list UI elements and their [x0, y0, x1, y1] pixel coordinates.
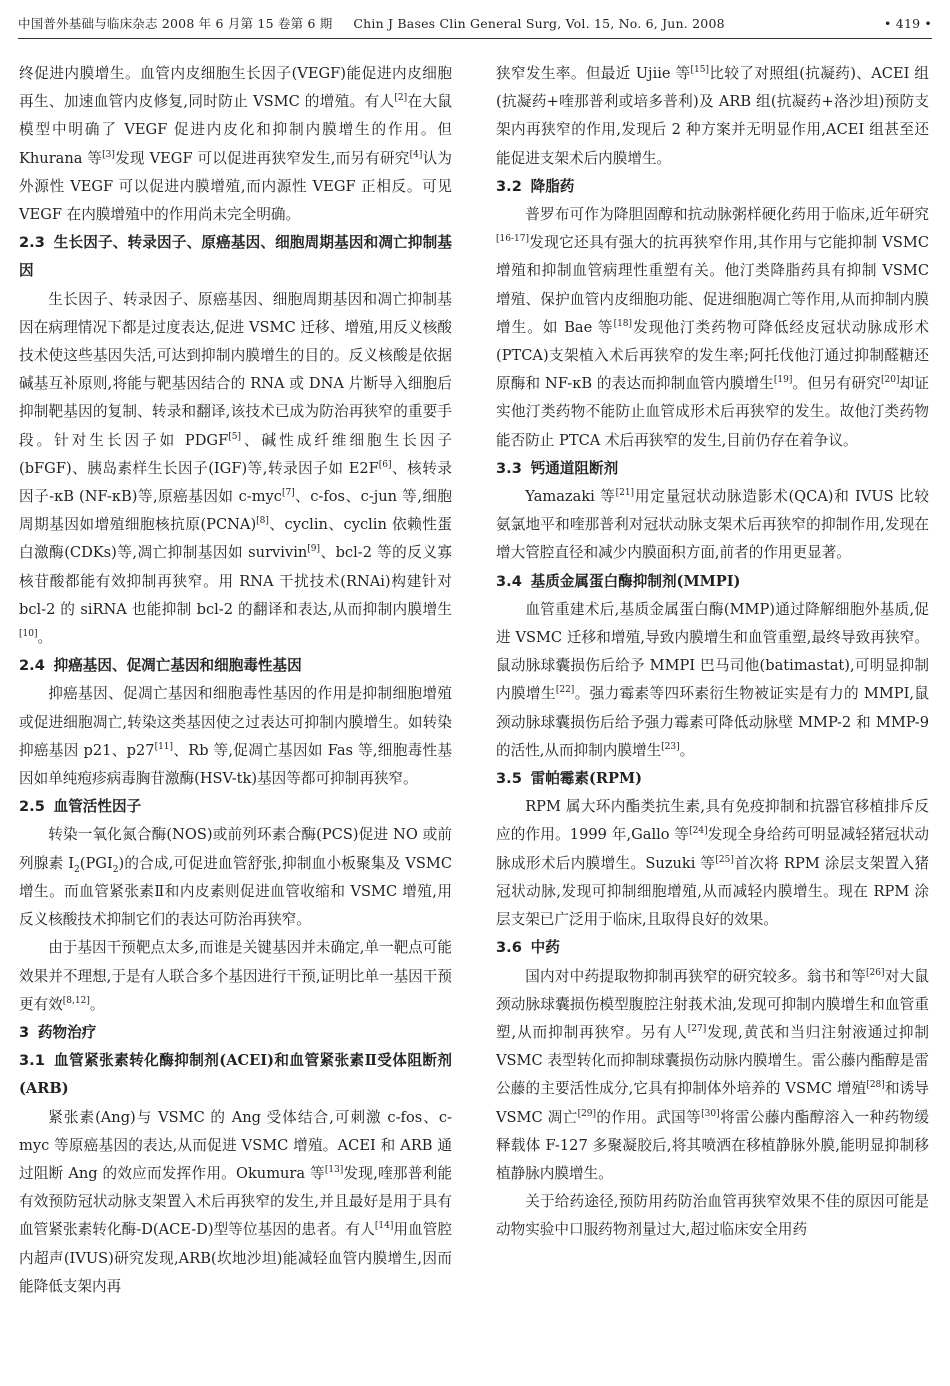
citation-ref: [7]: [281, 488, 295, 499]
section-title: 抑癌基因、促凋亡基因和细胞毒性基因: [53, 657, 302, 675]
section-heading: [496, 765, 929, 793]
citation-ref: [8,12]: [62, 995, 90, 1006]
section-heading: [496, 455, 929, 483]
section-heading: [19, 1019, 452, 1047]
body-paragraph: Yamazaki 等[21]用定量冠状动脉造影术(QCA)和 IVUS 比较氨氯地平和喹那普利对冠状动脉支架术后再狭窄的抑制作用,发现在增大管腔直径和减少内膜面积方面,前者的作用更显著。: [496, 488, 929, 562]
citation-ref: [22]: [555, 685, 575, 696]
citation-ref: [24]: [689, 826, 708, 837]
section-number: 3.5: [496, 770, 522, 788]
citation-ref: [19]: [773, 375, 793, 386]
body-paragraph: 紧张素(Ang)与 VSMC 的 Ang 受体结合,可刺激 c-fos、c-myc 等原癌基因的表达,从而促进 VSMC 增殖。ACEI 和 ARB 通过阻断 Ang 的效应而发挥作用。Okumura 等[13]发现,喹那普利能有效预防冠状动脉支架置入术后再狭窄的发生,并且最好是用于具有血管紧张素转化酶-D(ACE-D)型等位基因的患者。有人[14]用血管腔内超声(IVUS)研究发现,ARB(坎地沙坦)能减轻血管内膜增生,因而能降低支架内再: [19, 1108, 452, 1295]
journal-citation: [18, 14, 725, 32]
body-paragraph: 狭窄发生率。但最近 Ujiie 等[15]比较了对照组(抗凝药)、ACEI 组(抗凝药+喹那普利或培多普利)及 ARB 组(抗凝药+洛沙坦)预防支架内再狭窄的作用,发现后 2 种方案并无明显作用,ACEI 组甚至还能促进支架术后内膜增生。: [496, 65, 929, 167]
citation-ref: [4]: [409, 149, 423, 160]
section-number: 2.5: [19, 798, 45, 816]
citation-ref: [6]: [378, 459, 392, 470]
header-rule: [18, 38, 932, 39]
citation-ref: [16-17]: [496, 234, 529, 245]
journal-title-en: Chin J Bases Clin General Surg, Vol. 15, No. 6, Jun. 2008: [353, 16, 725, 31]
citation-ref: [2]: [394, 93, 408, 104]
citation-ref: [8]: [256, 516, 269, 527]
citation-ref: [5]: [228, 431, 241, 442]
citation-ref: [27]: [687, 1023, 707, 1034]
citation-ref: [15]: [690, 65, 710, 75]
body-paragraph: 普罗布可作为降胆固醇和抗动脉粥样硬化药用于临床,近年研究[16-17]发现它还具有强大的抗再狭窄作用,其作用与它能抑制 VSMC 增殖和抑制血管病理性重塑有关。他汀类降脂药具有抑制 VSMC 增殖、保护血管内皮细胞功能、促进细胞凋亡等作用,从而抑制内膜增生。如 Bae 等[18]发现他汀类药物可降低经皮冠状动脉成形术(PTCA)支架植入术后再狭窄的发生率;阿托伐他汀通过抑制醛糖还原酶和 NF-κB 的表达而抑制血管内膜增生[19]。但另有研究[20]却证实他汀类药物不能防止血管成形术后再狭窄的发生。故他汀类药物能否防止 PTCA 术后再狭窄的发生,目前仍存在着争议。: [496, 206, 929, 449]
section-title: 基质金属蛋白酶抑制剂(MMPI): [530, 572, 741, 590]
section-title: 生长因子、转录因子、原癌基因、细胞周期基因和凋亡抑制基因: [19, 234, 452, 280]
page-number: • 419 •: [884, 15, 932, 31]
body-paragraph: 血管重建术后,基质金属蛋白酶(MMP)通过降解细胞外基质,促进 VSMC 迁移和增殖,导致内膜增生和血管重塑,最终导致再狭窄。鼠动脉球囊损伤后给予 MMPI 巴马司他(batimastat),可明显抑制内膜增生[22]。强力霉素等四环素衍生物被证实是有力的 MMPI,鼠颈动脉球囊损伤后给予强力霉素可降低动脉壁 MMP-2 和 MMP-9 的活性,从而抑制内膜增生[23]。: [496, 600, 929, 759]
citation-ref: [3]: [102, 149, 115, 160]
section-heading: [19, 229, 452, 285]
section-title: 雷帕霉素(RPM): [530, 770, 643, 788]
section-number: 3: [19, 1023, 30, 1041]
running-header: [18, 10, 932, 36]
citation-ref: [13]: [324, 1164, 344, 1175]
body-paragraph: 抑癌基因、促凋亡基因和细胞毒性基因的作用是抑制细胞增殖或促进细胞凋亡,转染这类基因使之过表达可抑制内膜增生。如转染抑癌基因 p21、p27[11]、Rb 等,促凋亡基因如 Fas 等,细胞毒性基因如单纯疱疹病毒胸苷激酶(HSV-tk)基因等都可抑制再狭窄。: [19, 685, 452, 788]
body-paragraph: 国内对中药提取物抑制再狭窄的研究较多。翁书和等[26]对大鼠颈动脉球囊损伤模型腹腔注射莪术油,发现可抑制内膜增生和血管重塑,从而抑制再狭窄。另有人[27]发现,黄芪和当归注射液通过抑制 VSMC 表型转化而抑制球囊损伤动脉内膜增生。雷公藤内酯醇是雷公藤的主要活性成分,它具有抑制体外培养的 VSMC 增殖[28]和诱导 VSMC 凋亡[29]的作用。武国等[30]将雷公藤内酯醇溶入一种药物缓释载体 F-127 多聚凝胶后,将其喷洒在移植静脉外膜,能明显抑制移植静脉内膜增生。: [496, 967, 930, 1182]
section-heading: [496, 934, 929, 962]
section-heading: [496, 568, 929, 596]
body-paragraph: 转染一氧化氮合酶(NOS)或前列环素合酶(PCS)促进 NO 或前列腺素 $I_2(PGI_2)$的合成,可促进血管舒张,抑制血小板聚集及 VSMC 增生。而血管紧张素Ⅱ和内皮素则促进血管收缩和 VSMC 增殖,用反义核酸技术抑制它们的表达可防治再狭窄。: [19, 826, 452, 929]
section-heading: [19, 793, 452, 821]
section-number: 2.4: [19, 657, 45, 675]
section-title: 血管紧张素转化酶抑制剂(ACEI)和血管紧张素Ⅱ受体阻断剂(ARB): [19, 1052, 452, 1098]
section-title: 钙通道阻断剂: [530, 459, 619, 477]
section-title: 降脂药: [530, 177, 575, 195]
left-column: [19, 60, 452, 1301]
body-paragraph: 终促进内膜增生。血管内皮细胞生长因子(VEGF)能促进内皮细胞再生、加速血管内皮修复,同时防止 VSMC 的增殖。有人[2]在大鼠模型中明确了 VEGF 促进内皮化和抑制内膜增生的作用。但 Khurana 等[3]发现 VEGF 可以促进再狭窄发生,而另有研究[4]认为外源性 VEGF 可以促进内膜增殖,而内源性 VEGF 正相反。可见 VEGF 在内膜增殖中的作用尚未完全明确。: [19, 65, 452, 224]
citation-ref: [18]: [613, 318, 633, 329]
citation-ref: [30]: [701, 1108, 720, 1119]
section-title: 血管活性因子: [53, 798, 142, 816]
citation-ref: [20]: [881, 375, 900, 386]
citation-ref: [29]: [577, 1108, 597, 1119]
body-paragraph: 生长因子、转录因子、原癌基因、细胞周期基因和凋亡抑制基因在病理情况下都是过度表达,促进 VSMC 迁移、增殖,用反义核酸技术使这些基因失活,可达到抑制内膜增生的目的。反义核酸是依据碱基互补原则,将能与靶基因结合的 RNA 或 DNA 片断导入细胞后抑制靶基因的复制、转录和翻译,该技术已成为防治再狭窄的重要手段。针对生长因子如 PDGF[5]、碱性成纤维细胞生长因子(bFGF)、胰岛素样生长因子(IGF)等,转录因子如 E2F[6]、核转录因子-κB (NF-κB)等,原癌基因如 c-myc[7]、c-fos、c-jun 等,细胞周期基因如增殖细胞核抗原(PCNA)[8]、cyclin、cyclin 依赖性蛋白激酶(CDKs)等,凋亡抑制基因如 survivin[9]、bcl-2 等的反义寡核苷酸都能有效抑制再狭窄。用 RNA 干扰技术(RNAi)构建针对 bcl-2 的 siRNA 也能抑制 bcl-2 的翻译和表达,从而抑制内膜增生[10]。: [19, 290, 452, 647]
body-paragraph: RPM 属大环内酯类抗生素,具有免疫抑制和抗器官移植排斥反应的作用。1999 年,Gallo 等[24]发现全身给药可明显减轻猪冠状动脉成形术后内膜增生。Suzuki 等[25]首次将 RPM 涂层支架置入猪冠状动脉,发现可抑制细胞增殖,从而减轻内膜增生。现在 RPM 涂层支架已广泛用于临床,且取得良好的效果。: [496, 798, 929, 929]
section-title: 药物治疗: [37, 1023, 97, 1041]
section-heading: [19, 652, 452, 680]
section-title: 中药: [530, 939, 560, 957]
body-paragraph: 关于给药途径,预防用药防治血管再狭窄效果不佳的原因可能是动物实验中口服药物剂量过大,超过临床安全用药: [496, 1193, 929, 1239]
right-column: [496, 60, 929, 1245]
section-number: 3.6: [496, 939, 522, 957]
citation-ref: [25]: [715, 854, 734, 865]
section-number: 2.3: [19, 234, 45, 252]
citation-ref: [11]: [154, 741, 174, 752]
citation-ref: [28]: [866, 1080, 885, 1091]
citation-ref: [26]: [866, 967, 885, 978]
journal-title-cn: 中国普外基础与临床杂志 2008 年 6 月第 15 卷第 6 期: [18, 16, 333, 31]
citation-ref: [23]: [661, 741, 680, 752]
body-paragraph: 由于基因干预靶点太多,而谁是关键基因并未确定,单一靶点可能效果并不理想,于是有人联合多个基因进行干预,证明比单一基因干预更有效[8,12]。: [19, 939, 452, 1013]
citation-ref: [10]: [19, 629, 38, 640]
citation-ref: [21]: [615, 488, 635, 499]
section-number: 3.1: [19, 1052, 45, 1070]
section-heading: [496, 173, 929, 201]
citation-ref: [14]: [374, 1221, 394, 1232]
citation-ref: [9]: [307, 544, 321, 555]
section-number: 3.3: [496, 459, 522, 477]
section-number: 3.4: [496, 572, 522, 590]
section-number: 3.2: [496, 177, 522, 195]
section-heading: [19, 1047, 452, 1103]
